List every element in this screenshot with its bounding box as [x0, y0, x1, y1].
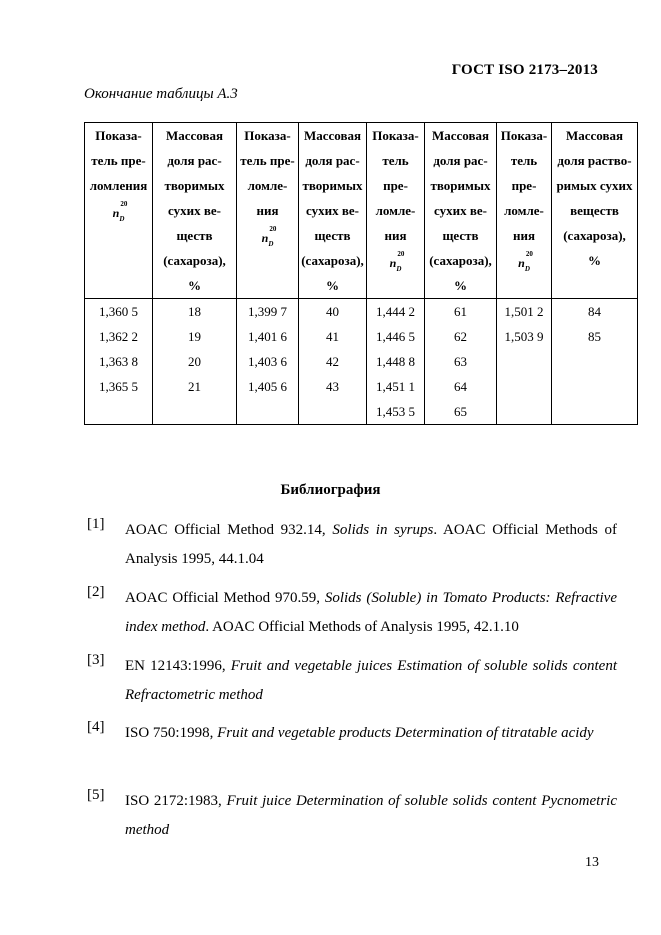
- reference-text: AOAC Official Method 932.14, Solids in syrups. AOAC Official Methods of Analysis 1995, 44.1.04: [125, 522, 618, 567]
- header-refractive-index-2: Показа- тель пре- ломле- ния $n^{20}_D$: [237, 123, 299, 299]
- header-line: ломления: [89, 178, 148, 193]
- table-cell: 40: [326, 304, 339, 319]
- table-cell: 1,503 9: [504, 329, 544, 344]
- table-cell: 1,444 2: [376, 304, 415, 319]
- reference-text: ISO 750:1998, Fruit and vegetable products Determination of titratable acidy: [125, 725, 594, 741]
- table-cell: 1,362 2: [99, 329, 138, 344]
- page-number: 13: [585, 855, 599, 870]
- header-refractive-index-1: [85, 123, 153, 299]
- table-cell: 61: [454, 304, 467, 319]
- values-mass-4: [552, 299, 638, 425]
- table-cell: 20: [188, 354, 201, 369]
- standard-designation: ГОСТ ISO 2173–2013: [451, 62, 598, 78]
- header-refractive-index-3: Показа- тель пре- ломле- ния $n^{20}_D$: [367, 123, 425, 299]
- table-cell: 63: [454, 354, 467, 369]
- table-cell: 21: [188, 379, 201, 394]
- table-cell: 1,405 6: [248, 379, 287, 394]
- refraction-table: [84, 122, 638, 425]
- table-cell: 1,360 5: [99, 304, 138, 319]
- table-cell: 64: [454, 379, 467, 394]
- reference-number: [1]: [87, 516, 105, 532]
- bibliography-title: Библиография: [280, 482, 381, 498]
- table-cell: 65: [454, 404, 467, 419]
- table-header-row: [85, 123, 638, 299]
- table-cell: 84: [588, 304, 601, 319]
- values-ri-3: [367, 299, 425, 425]
- table-caption: Окончание таблицы А.3: [84, 86, 238, 102]
- table-cell: 41: [326, 329, 339, 344]
- table-cell: 1,451 1: [376, 379, 415, 394]
- header-mass-fraction-4: Массовая доля раство- римых сухих веществ (сахароза), %: [552, 123, 638, 299]
- bibliography-entry: [87, 584, 617, 642]
- header-line: тель пре-: [91, 153, 146, 168]
- values-ri-2: [237, 299, 299, 425]
- values-mass-3: [425, 299, 497, 425]
- table-cell: 1,399 7: [248, 304, 287, 319]
- bibliography-entry: [87, 719, 617, 748]
- table-cell: 1,448 8: [376, 354, 415, 369]
- reference-number: [2]: [87, 584, 105, 600]
- reference-text: EN 12143:1996, Fruit and vegetable juices Estimation of soluble solids content Refractometric method: [125, 658, 617, 703]
- values-ri-1: [85, 299, 153, 425]
- reference-text: ISO 2172:1983, Fruit juice Determination of soluble solids content Pycnometric method: [125, 793, 617, 838]
- refractive-index-symbol: $n^{20}_D$: [112, 200, 128, 224]
- table-cell: 43: [326, 379, 339, 394]
- refractive-index-symbol: $n^{20}_D$: [389, 250, 405, 274]
- reference-number: [5]: [87, 787, 105, 803]
- reference-number: [4]: [87, 719, 105, 735]
- header-refractive-index-4: Показа- тель пре- ломле- ния $n^{20}_D$: [497, 123, 552, 299]
- values-mass-2: [299, 299, 367, 425]
- bibliography-entry: [87, 652, 617, 710]
- table-body-row: [85, 299, 638, 425]
- table-cell: 18: [188, 304, 201, 319]
- header-mass-fraction-3: Массовая доля рас- творимых сухих ве- ществ (сахароза), %: [425, 123, 497, 299]
- header-line: Показа-: [95, 128, 142, 143]
- header-mass-fraction-1: Массовая доля рас- творимых сухих ве- ществ (сахароза), %: [153, 123, 237, 299]
- table-cell: 1,365 5: [99, 379, 138, 394]
- table-cell: 42: [326, 354, 339, 369]
- reference-number: [3]: [87, 652, 105, 668]
- bibliography-entry: [87, 787, 617, 845]
- table-cell: 1,446 5: [376, 329, 415, 344]
- refractive-index-symbol: $n^{20}_D$: [518, 250, 533, 274]
- values-mass-1: [153, 299, 237, 425]
- table-cell: 19: [188, 329, 201, 344]
- bibliography-entry: [87, 516, 617, 574]
- table-cell: 1,363 8: [99, 354, 138, 369]
- refractive-index-symbol: $n^{20}_D$: [261, 225, 277, 249]
- table-cell: 62: [454, 329, 467, 344]
- table-cell: 85: [588, 329, 601, 344]
- values-ri-4: [497, 299, 552, 425]
- table-cell: 1,401 6: [248, 329, 287, 344]
- table-cell: 1,403 6: [248, 354, 287, 369]
- table-cell: 1,453 5: [376, 404, 415, 419]
- table-cell: 1,501 2: [504, 304, 544, 319]
- reference-text: AOAC Official Method 970.59, Solids (Soluble) in Tomato Products: Refractive index method. AOAC Official Methods of Analysis 1995, 42.1.10: [125, 590, 617, 635]
- header-mass-fraction-2: Массовая доля рас- творимых сухих ве- ществ (сахароза), %: [299, 123, 367, 299]
